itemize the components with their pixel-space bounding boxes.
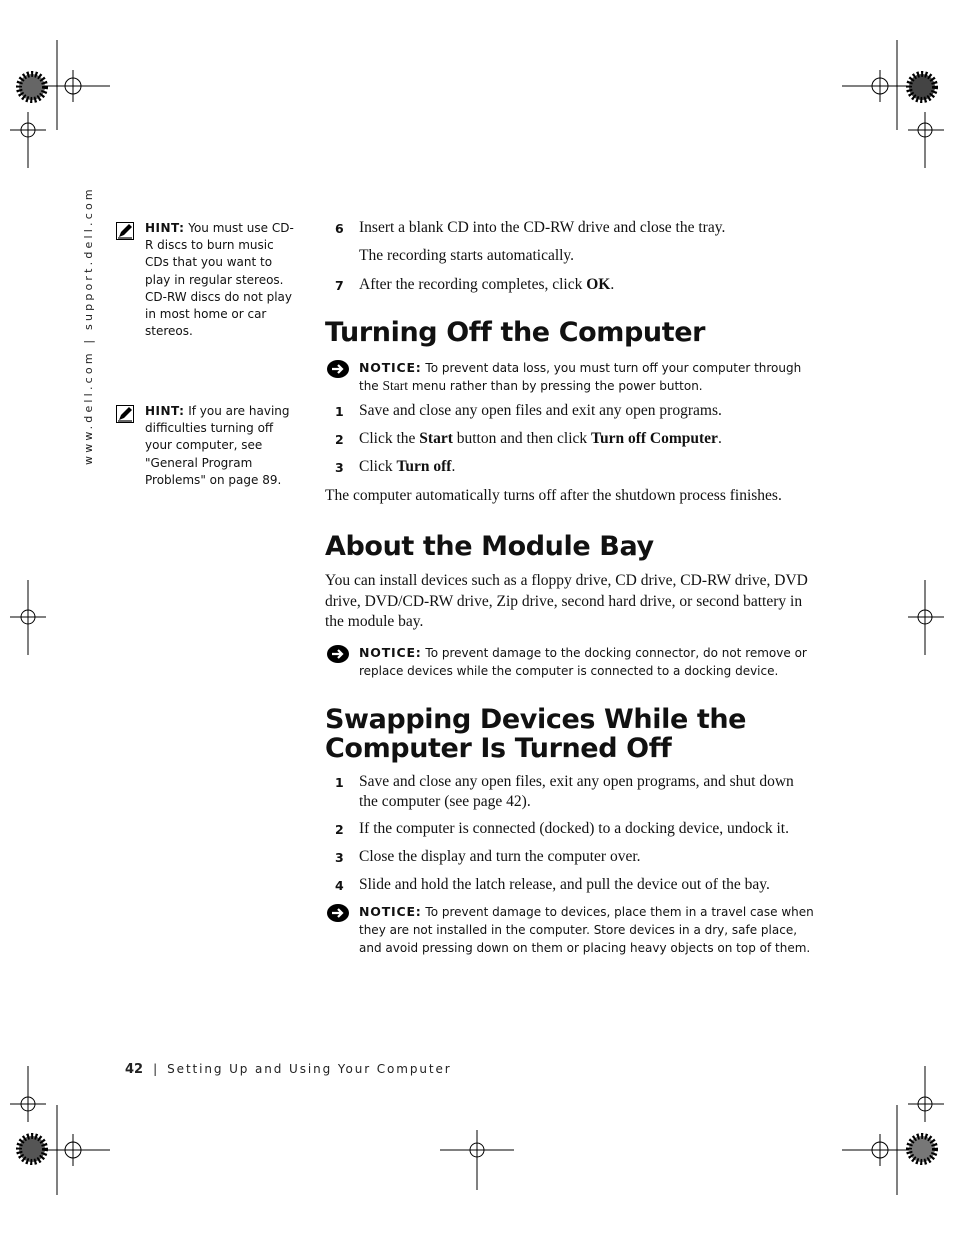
notice-arrow-icon [326, 903, 350, 923]
pencil-note-icon [116, 405, 134, 423]
heading-turning-off: Turning Off the Computer [325, 317, 706, 348]
notice-box [326, 903, 816, 957]
hint-box [116, 403, 296, 489]
notice-box [326, 644, 816, 680]
notice-text: To prevent damage to devices, place them in a travel case when they are not installed in the computer. Store devices in a dry, safe place, and avoid pressing down on them or placing heavy objects on top of them. [359, 905, 814, 955]
step-number: 4 [335, 878, 344, 893]
hint-text: If you are having difficulties turning off your computer, see "General Program Problems" on page 89. [145, 404, 290, 487]
pencil-note-icon [116, 222, 134, 240]
paragraph: You can install devices such as a floppy drive, CD drive, CD-RW drive, DVD drive, DVD/CD-RW drive, Zip drive, second hard drive, or second battery in the module bay. [325, 572, 808, 630]
hint-box [116, 220, 296, 340]
step-item [335, 847, 815, 867]
paragraph: The computer automatically turns off after the shutdown process finishes. [325, 487, 782, 504]
turn-off-computer-label: Turn off Computer [591, 430, 718, 447]
notice-box: NOTICE: To prevent data loss, you must turn off your computer through the Start menu rather than by pressing the power button. [326, 359, 816, 395]
step-number: 3 [335, 460, 344, 475]
step-text: After the recording completes, click [359, 276, 587, 293]
step-text: Save and close any open files, exit any open programs, and shut down the computer (see page 42). [359, 773, 794, 810]
turn-off-label: Turn off [396, 458, 452, 475]
page-number: 42 [125, 1062, 144, 1077]
step-item: 3 Click Turn off. [335, 457, 815, 477]
step-note-text: The recording starts automatically. [359, 247, 575, 264]
step-item [335, 401, 815, 421]
step-text: Close the display and turn the computer over. [359, 848, 641, 865]
step-text: If the computer is connected (docked) to a docking device, undock it. [359, 820, 789, 837]
notice-label: NOTICE: [359, 645, 422, 660]
section-heading [325, 706, 815, 763]
step-item [335, 772, 815, 811]
footer-title: Setting Up and Using Your Computer [167, 1062, 452, 1076]
section-heading [325, 533, 815, 562]
step-text: Insert a blank CD into the CD-RW drive and close the tray. [359, 219, 726, 236]
heading-module-bay: About the Module Bay [325, 531, 654, 562]
footer-separator: | [153, 1062, 158, 1076]
step-item: 7 After the recording completes, click OK. [335, 275, 815, 295]
step-number: 2 [335, 432, 344, 447]
step-number: 1 [335, 775, 344, 790]
hint-label: HINT: [145, 404, 185, 418]
step-note [335, 246, 815, 266]
hint-label: HINT: [145, 221, 185, 235]
section-heading [325, 319, 815, 348]
step-item: 2 Click the Start button and then click Turn off Computer. [335, 429, 815, 449]
heading-swapping-devices: Swapping Devices While the Computer Is Turned Off [325, 704, 747, 764]
step-text: Slide and hold the latch release, and pull the device out of the bay. [359, 876, 770, 893]
step-text: Save and close any open files and exit any open programs. [359, 402, 722, 419]
notice-label: NOTICE: [359, 360, 422, 375]
notice-arrow-icon [326, 359, 350, 379]
step-item [335, 218, 815, 238]
notice-text: To prevent damage to the docking connector, do not remove or replace devices while the computer is connected to a docking device. [359, 646, 807, 678]
step-number: 3 [335, 850, 344, 865]
notice-arrow-icon [326, 644, 350, 664]
start-label: Start [419, 430, 453, 447]
page-footer [125, 1062, 452, 1077]
step-number: 1 [335, 404, 344, 419]
step-number: 2 [335, 822, 344, 837]
step-number: 7 [335, 278, 344, 293]
step-item [335, 875, 815, 895]
step-item [335, 819, 815, 839]
hint-text: You must use CD-R discs to burn music CDs that you want to play in regular stereos. CD-RW discs do not play in most home or car stereos. [145, 221, 294, 339]
side-url: www.dell.com | support.dell.com [82, 186, 95, 465]
ok-label: OK [586, 276, 611, 293]
step-number: 6 [335, 221, 344, 236]
notice-label: NOTICE: [359, 904, 422, 919]
